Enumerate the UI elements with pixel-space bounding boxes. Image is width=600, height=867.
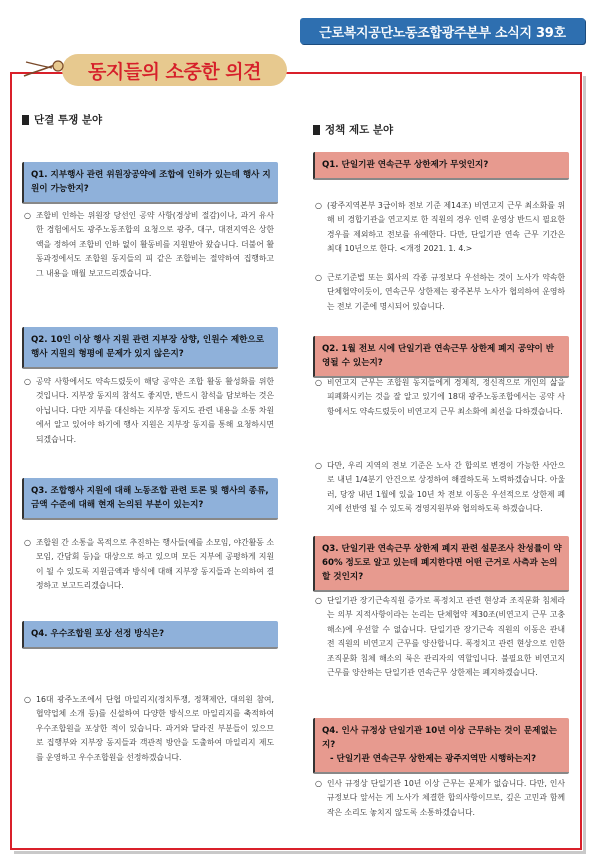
left-section-heading (22, 112, 278, 127)
question-subtext: - 단일기관 연속근무 상한제는 광주지역만 시행하는지? (330, 754, 537, 764)
question-box (22, 162, 278, 204)
answer-text: ○ 근로기준법 또는 회사의 각종 규정보다 우선하는 것이 노사가 약속한 단체협약이듯이, 연속근무 상한제는 광주본부 노사가 협의하여 운영하는 전보 기준에 명시되어 있습니다. (327, 273, 565, 311)
square-bullet-icon (313, 125, 320, 135)
answer-item (313, 271, 569, 314)
question-box (313, 718, 569, 774)
question-text: Q2. 10인 이상 행사 지원 관련 지부장 상향, 인원수 제한으로 행사 지원의 형평에 문제가 있지 않은지? (31, 335, 265, 359)
answer-text: ○ 단일기관 장기근속직원 증가로 폭정치고 관련 현상과 조직문화 침체라는 의부 지적사항이라는 논리는 단체협약 제30조(비연고지 근무 고충해소)에 우선할 수 없습니다. 단일기관 장기근속 직원의 이동은 관내 전 직원의 비연고지 근무를 양산합니다. 폭정치고 관련 현상으로 인한 조직문화 침체 해소의 룩은 관리자의 역할입니다. 불필요한 비연고지 근무를 양산하는 단일기관 연속근무 상한제는 폐지하겠습니다. (327, 596, 565, 678)
right-section-heading (313, 122, 569, 137)
question-box (313, 536, 569, 592)
newsletter-title: 근로복지공단노동조합광주본부 소식지 39호 (319, 25, 566, 41)
right-section-heading-text: 정책 제도 분야 (325, 124, 394, 136)
question-text: Q3. 단일기관 연속근무 상한제 폐지 관련 설문조사 찬성률이 약 60% 정도로 알고 있는데 폐지한다면 어떤 근거로 사측과 논의할 것인지? (322, 544, 562, 582)
answer-item (22, 693, 278, 765)
page-title-pill (62, 54, 287, 86)
answer-item (22, 536, 278, 594)
left-column (22, 112, 278, 762)
question-text: Q2. 1월 전보 시에 단일기관 연속근무 상한제 폐지 공약이 반영될 수 있는지? (322, 344, 555, 368)
answer-item (313, 199, 569, 257)
newsletter-banner (300, 18, 585, 44)
question-box (313, 336, 569, 378)
answer-text: ○ 비연고지 근무는 조합원 동지들에게 경제적, 정신적으로 개인의 삶을 피폐화시키는 것을 잘 알고 있기에 18대 광주노동조합에서는 공약 사항에서도 약속드렸듯이 비연고지 근무 최소화에 최선을 다하겠습니다. (327, 378, 565, 416)
answer-item (313, 777, 569, 820)
answer-item (313, 594, 569, 680)
answer-text: ○ 조합원 간 소통을 목적으로 추진하는 행사들(예를 소모임, 야간활동 소모임, 간담회 등)을 대상으로 하고 있으며 모든 지부에 공평하게 지원이 될 수 있도록 지원금액과 방식에 대해 지부장 동지들과 논의하여 결정하고 보고드리겠습니다. (36, 538, 274, 591)
ribbon-decoration-icon (22, 54, 68, 84)
answer-text: ○ 조합비 인하는 위원장 당선인 공약 사항(경상비 절감)이나, 과거 유사한 경험에서도 광주노동조합의 요청으로 광주, 대구, 대전지역은 상한액을 정하여 조합비 인하 없이 활동비를 지원받아 왔습니다. 더불어 활동과정에서도 조합원 동지들의 피 같은 조합비는 절약하여 집행하고 그 내용을 매월 보고드리겠습니다. (36, 211, 274, 278)
question-text: Q1. 단일기관 연속근무 상한제가 무엇인지? (322, 160, 489, 170)
answer-item (313, 459, 569, 517)
answer-item (22, 375, 278, 447)
answer-text: ○ 공약 사항에서도 약속드렸듯이 해당 공약은 조합 활동 활성화를 위한 것입니다. 지부장 동지의 참석도 좋지만, 반드시 참석을 담보하는 것은 아닙니다. 다만 지부를 대신하는 지부장 동지도 관련 내용을 소통 차원에서 알고 있어야 하기에 행사 지원은 지부장 동지를 통해 요청하시면 되겠습니다. (36, 377, 274, 444)
page-title: 동지들의 소중한 의견 (88, 60, 261, 83)
answer-text: ○ 다만, 우리 지역의 전보 기준은 노사 간 합의로 변경이 가능한 사안으로 내년 1/4분기 안건으로 상정하여 해결하도록 노력하겠습니다. 아울러, 당장 내년 1월에 있을 10년 차 전보 이동은 우선적으로 상한제 폐지에 선반영 될 수 있도록 경영지원부와 협의하도록 하겠습니다. (327, 461, 565, 514)
right-column (313, 122, 569, 817)
answer-text: ○ 16대 광주노조에서 단협 마일리지(정치투쟁, 정책제안, 대의원 참여, 협약업체 소개 등)를 신설하여 다양한 방식으로 마일리지를 축적하여 우수조합원을 포상한 적이 있습니다. 과거와 달라진 부분들이 있으므로 집행부와 지부장 동지들과 객관적 방안을 도출하여 마일리지 제도를 운영하고 우수조합원을 선정하겠습니다. (36, 695, 274, 762)
left-section-heading-text: 단결 투쟁 분야 (34, 114, 103, 126)
question-text: Q1. 지부행사 관련 위원장공약에 조합에 인하가 있는데 행사 지원이 가능한지? (31, 170, 271, 194)
page-title-block (22, 50, 292, 90)
question-box (313, 152, 569, 180)
answer-text: ○ (광주지역본부 3급이하 전보 기준 제14조) 비연고지 근무 최소화를 위해 비 경합기관을 연고지로 한 직원의 경우 인력 운영상 반드시 필요한 경우를 제외하고 전보를 유예한다. 다만, 단일기관 연속 근무 기간은 최대 10년으로 한다. <개정 2021. 1. 4.> (327, 201, 565, 254)
answer-item (313, 376, 569, 419)
answer-text: ○ 인사 규정상 단일기관 10년 이상 근무는 문제가 없습니다. 다만, 인사규정보다 앞서는 게 노사가 체결한 합의사항이므로, 깊은 고민과 함께 작은 소리도 놓치지 않도록 소통하겠습니다. (327, 779, 565, 817)
square-bullet-icon (22, 115, 29, 125)
question-text: Q4. 인사 규정상 단일기관 10년 이상 근무하는 것이 문제없는지? (322, 726, 558, 750)
question-box (22, 478, 278, 520)
question-box (22, 327, 278, 369)
answer-item (22, 209, 278, 281)
question-text: Q3. 조합행사 지원에 대해 노동조합 관련 토론 및 행사의 종류, 금액 수준에 대해 현재 논의된 부분이 있는지? (31, 486, 269, 510)
question-text: Q4. 우수조합원 포상 선정 방식은? (31, 629, 165, 639)
question-box (22, 621, 278, 649)
